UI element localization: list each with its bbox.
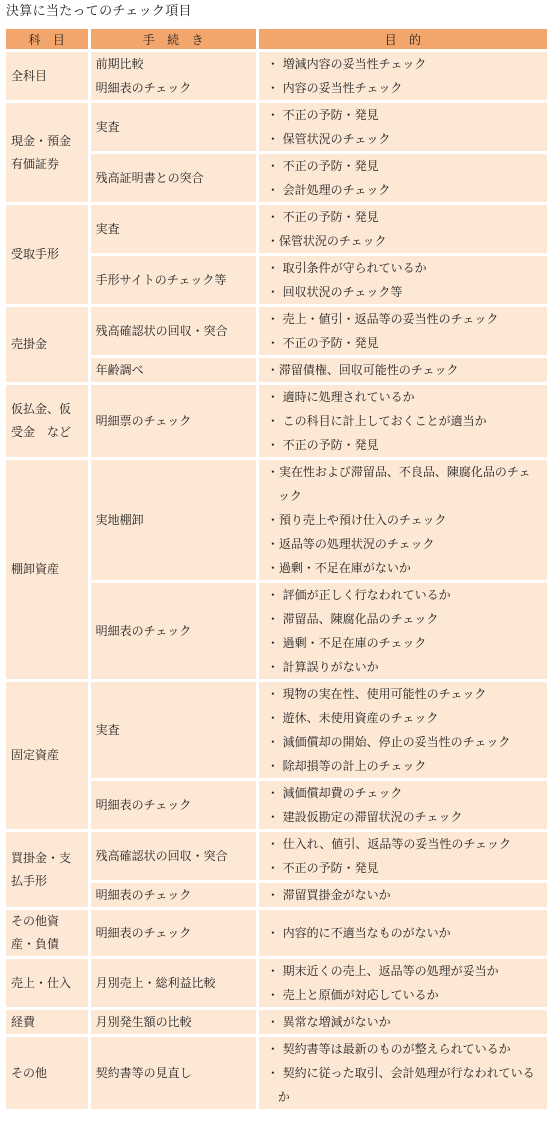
procedure-text: 明細表のチェック	[95, 624, 192, 638]
header-subject: 科 目	[6, 29, 88, 49]
purpose-text: ・ 契約に従った取引、会計処理が行なわれているか	[266, 1066, 535, 1104]
procedure-cell	[91, 385, 256, 457]
procedure-cell	[91, 307, 256, 355]
header-row	[6, 29, 547, 49]
table-row	[6, 205, 547, 253]
procedure-cell	[91, 1037, 256, 1109]
procedure-cell	[91, 682, 256, 778]
purpose-text: ・ 減価償却の開始、停止の妥当性のチェック	[266, 735, 511, 749]
table-row	[6, 52, 547, 100]
subject-cell	[6, 103, 88, 202]
purpose-text: ・ 過剰・不足在庫のチェック	[266, 636, 427, 650]
purpose-text: ・ 仕入れ、値引、返品等の妥当性のチェック	[266, 837, 512, 851]
purpose-cell	[259, 910, 547, 956]
procedure-cell	[91, 460, 256, 580]
table-row	[6, 832, 547, 880]
procedure-text: 明細票のチェック	[95, 414, 192, 428]
subject-cell	[6, 1037, 88, 1109]
purpose-text: ・ 現物の実在性、使用可能性のチェック	[266, 687, 487, 701]
procedure-cell	[91, 883, 256, 907]
purpose-text: ・ 滞留買掛金がないか	[266, 888, 391, 902]
purpose-cell	[259, 103, 547, 151]
purpose-text: ・ 滞留品、陳腐化品のチェック	[266, 612, 439, 626]
purpose-text: ・ 遊休、未使用資産のチェック	[266, 711, 439, 725]
purpose-cell	[259, 256, 547, 304]
procedure-text: 実地棚卸	[95, 513, 144, 527]
purpose-text: ・ 不正の予防・発見	[266, 108, 379, 122]
subject-text: 売上・仕入	[11, 975, 72, 990]
subject-cell	[6, 52, 88, 100]
procedure-text: 明細表のチェック	[95, 926, 192, 940]
purpose-cell	[259, 682, 547, 778]
subject-text: 払手形	[11, 873, 48, 888]
procedure-text: 明細表のチェック	[95, 798, 192, 812]
procedure-cell	[91, 583, 256, 679]
checklist-table	[3, 26, 550, 1112]
purpose-text: ・ 売上・値引・返品等の妥当性のチェック	[266, 312, 499, 326]
table-row	[6, 460, 547, 580]
procedure-cell	[91, 256, 256, 304]
purpose-cell	[259, 154, 547, 202]
purpose-text: ・ 不正の予防・発見	[266, 438, 379, 452]
table-row	[6, 103, 547, 151]
subject-text: 仮払金、仮	[11, 402, 72, 416]
table-row	[6, 959, 547, 1007]
table-row	[6, 1010, 547, 1034]
procedure-text: 月別売上・総利益比較	[95, 976, 216, 990]
purpose-cell	[259, 832, 547, 880]
procedure-text: 実査	[95, 120, 120, 134]
procedure-text: 前期比較	[95, 57, 144, 71]
procedure-cell	[91, 103, 256, 151]
subject-cell	[6, 682, 88, 829]
subject-cell	[6, 1010, 88, 1034]
procedure-cell	[91, 832, 256, 880]
purpose-text: ・ 不正の予防・発見	[266, 159, 379, 173]
procedure-text: 明細表のチェック	[95, 888, 192, 902]
subject-text: 全科目	[11, 68, 48, 83]
procedure-cell	[91, 52, 256, 100]
purpose-text: ・保管状況のチェック	[266, 234, 387, 248]
purpose-text: ・ 回収状況のチェック等	[266, 285, 403, 299]
page-title: 決算に当たってのチェック項目	[6, 4, 192, 19]
header-procedure: 手 続 き	[91, 29, 256, 49]
subject-text: 現金・預金	[11, 133, 72, 148]
purpose-text: ・ 適時に処理されているか	[266, 390, 415, 404]
table-row	[6, 385, 547, 457]
procedure-text: 手形サイトのチェック等	[95, 273, 227, 287]
subject-text: 買掛金・支	[11, 850, 72, 865]
procedure-cell	[91, 910, 256, 956]
procedure-text: 明細表のチェック	[95, 81, 192, 95]
subject-text: 棚卸資産	[11, 562, 60, 576]
purpose-text: ・滞留債権、回収可能性のチェック	[266, 363, 459, 377]
subject-text: 受取手形	[11, 247, 60, 261]
purpose-text: ・ 不正の予防・発見	[266, 861, 379, 875]
purpose-text: ・ 期末近くの売上、返品等の処理が妥当か	[266, 964, 499, 978]
purpose-cell	[259, 385, 547, 457]
subject-text: 固定資産	[11, 748, 60, 762]
table-body	[6, 52, 547, 1109]
procedure-text: 残高証明書との突合	[95, 171, 204, 185]
purpose-text: ・過剰・不足在庫がないか	[266, 561, 411, 575]
procedure-text: 契約書等の見直し	[95, 1066, 192, 1080]
procedure-cell	[91, 781, 256, 829]
purpose-cell	[259, 52, 547, 100]
subject-text: 経費	[11, 1014, 36, 1029]
procedure-cell	[91, 959, 256, 1007]
subject-cell	[6, 959, 88, 1007]
purpose-text: ・預り売上や預け仕入のチェック	[266, 513, 447, 527]
subject-cell	[6, 205, 88, 304]
subject-cell	[6, 460, 88, 679]
purpose-text: ・ 保管状況のチェック	[266, 132, 391, 146]
purpose-text: ・ 建設仮勘定の滞留状況のチェック	[266, 810, 463, 824]
purpose-text: ・ 取引条件が守られているか	[266, 261, 427, 275]
subject-text: 受金 など	[11, 425, 72, 439]
purpose-cell	[259, 959, 547, 1007]
purpose-text: ・ 売上と原価が対応しているか	[266, 988, 439, 1002]
subject-cell	[6, 832, 88, 907]
purpose-cell	[259, 1037, 547, 1109]
procedure-text: 残高確認状の回収・突合	[95, 849, 228, 863]
subject-cell	[6, 307, 88, 382]
purpose-cell	[259, 205, 547, 253]
subject-cell	[6, 385, 88, 457]
purpose-cell	[259, 781, 547, 829]
purpose-text: ・ 評価が正しく行なわれているか	[266, 588, 451, 602]
purpose-text: ・実在性および滞留品、不良品、陳腐化品のチェック	[266, 465, 531, 503]
purpose-text: ・ 減価償却費のチェック	[266, 786, 403, 800]
purpose-cell	[259, 583, 547, 679]
subject-text: その他	[11, 1065, 48, 1080]
header-purpose: 目 的	[259, 29, 547, 49]
purpose-cell	[259, 883, 547, 907]
procedure-cell	[91, 205, 256, 253]
purpose-text: ・ 会計処理のチェック	[266, 183, 391, 197]
table-row	[6, 1037, 547, 1109]
purpose-text: ・ 異常な増減がないか	[266, 1015, 391, 1029]
procedure-cell	[91, 358, 256, 382]
purpose-cell	[259, 307, 547, 355]
table-row	[6, 682, 547, 778]
purpose-cell	[259, 460, 547, 580]
purpose-cell	[259, 1010, 547, 1034]
procedure-text: 残高確認状の回収・突合	[95, 324, 228, 338]
purpose-text: ・ 除却損等の計上のチェック	[266, 759, 427, 773]
procedure-text: 実査	[95, 723, 120, 737]
subject-text: 産・負債	[11, 937, 60, 951]
purpose-text: ・ 内容の妥当性チェック	[266, 81, 403, 95]
subject-text: その他資	[11, 914, 60, 928]
purpose-text: ・ この科目に計上しておくことが適当か	[266, 414, 487, 428]
purpose-cell	[259, 358, 547, 382]
procedure-text: 実査	[95, 222, 120, 236]
procedure-cell	[91, 154, 256, 202]
purpose-text: ・ 不正の予防・発見	[266, 336, 379, 350]
purpose-text: ・ 増減内容の妥当性チェック	[266, 57, 427, 71]
purpose-text: ・ 契約書等は最新のものが整えられているか	[266, 1042, 511, 1056]
purpose-text: ・返品等の処理状況のチェック	[266, 537, 435, 551]
subject-text: 有価証券	[11, 156, 60, 171]
purpose-text: ・ 計算誤りがないか	[266, 660, 379, 674]
procedure-cell	[91, 1010, 256, 1034]
procedure-text: 年齢調べ	[95, 363, 144, 377]
purpose-text: ・ 内容的に不適当なものがないか	[266, 926, 451, 940]
procedure-text: 月別発生額の比較	[95, 1015, 192, 1029]
subject-text: 売掛金	[11, 337, 48, 351]
subject-cell	[6, 910, 88, 956]
table-row	[6, 307, 547, 355]
table-row	[6, 910, 547, 956]
purpose-text: ・ 不正の予防・発見	[266, 210, 379, 224]
